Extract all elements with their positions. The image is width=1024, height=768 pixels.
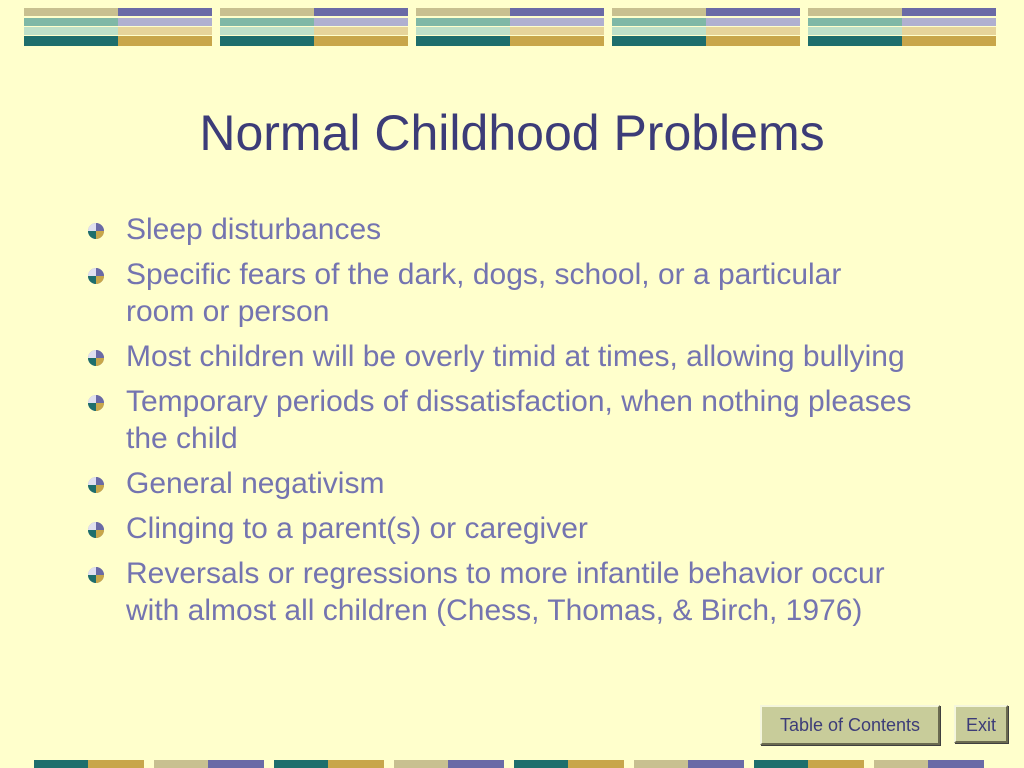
list-item xyxy=(86,510,916,547)
bullet-icon xyxy=(88,268,104,284)
bullet-text: General negativism xyxy=(126,467,385,500)
list-item xyxy=(86,338,916,375)
slide-title: Normal Childhood Problems xyxy=(199,105,825,161)
bullet-text: Most children will be overly timid at times, allowing bullying xyxy=(126,340,905,373)
decor-segment xyxy=(34,760,88,768)
decor-segment xyxy=(928,760,984,768)
decor-segment xyxy=(274,760,328,768)
decor-segment xyxy=(688,760,744,768)
list-item xyxy=(86,211,916,248)
list-item xyxy=(86,465,916,502)
bullet-text: Specific fears of the dark, dogs, school, or a particular room or person xyxy=(126,258,842,328)
exit-button[interactable]: Exit xyxy=(954,705,1008,743)
list-item xyxy=(86,256,916,330)
bullet-icon xyxy=(88,395,104,411)
decor-block xyxy=(416,8,604,46)
decor-segment xyxy=(874,760,928,768)
bullet-icon xyxy=(88,567,104,583)
bullet-list xyxy=(86,211,916,637)
list-item xyxy=(86,555,916,629)
decor-segment xyxy=(208,760,264,768)
bottom-decorative-band xyxy=(34,760,994,768)
decor-segment xyxy=(154,760,208,768)
decor-block xyxy=(808,8,996,46)
decor-block xyxy=(220,8,408,46)
top-decorative-band xyxy=(24,8,1000,46)
bullet-text: Reversals or regressions to more infantile behavior occur with almost all children (Chess, Thomas, & Birch, 1976) xyxy=(126,557,885,627)
bullet-icon xyxy=(88,350,104,366)
table-of-contents-button[interactable]: Table of Contents xyxy=(760,705,940,745)
decor-block xyxy=(612,8,800,46)
bullet-text: Clinging to a parent(s) or caregiver xyxy=(126,512,588,545)
list-item xyxy=(86,383,916,457)
decor-segment xyxy=(514,760,568,768)
decor-segment xyxy=(808,760,864,768)
decor-segment xyxy=(88,760,144,768)
bullet-icon xyxy=(88,477,104,493)
bullet-icon xyxy=(88,522,104,538)
bullet-icon xyxy=(88,223,104,239)
bullet-text: Sleep disturbances xyxy=(126,213,382,246)
decor-block xyxy=(24,8,212,46)
decor-segment xyxy=(754,760,808,768)
decor-segment xyxy=(568,760,624,768)
decor-segment xyxy=(448,760,504,768)
bullet-text: Temporary periods of dissatisfaction, when nothing pleases the child xyxy=(126,385,912,455)
decor-segment xyxy=(328,760,384,768)
decor-segment xyxy=(634,760,688,768)
decor-segment xyxy=(394,760,448,768)
